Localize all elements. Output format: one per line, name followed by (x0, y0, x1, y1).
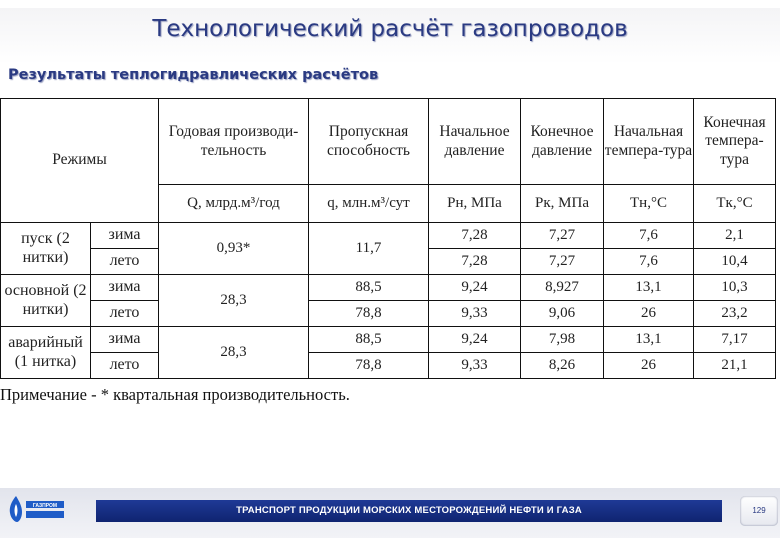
t-end-cell: 21,1 (694, 353, 776, 379)
mode-cell: пуск (2 нитки) (1, 223, 91, 275)
header-capacity: Пропускная способность (309, 99, 429, 185)
t-end-cell: 2,1 (694, 223, 776, 249)
p-end-cell: 7,27 (521, 223, 604, 249)
t-start-cell: 7,6 (604, 249, 694, 275)
t-start-cell: 7,6 (604, 223, 694, 249)
t-end-cell: 10,3 (694, 275, 776, 301)
capacity-cell: 78,8 (309, 301, 429, 327)
unit-t-end: Tк,°С (694, 185, 776, 223)
season-cell: зима (91, 327, 159, 353)
t-start-cell: 13,1 (604, 327, 694, 353)
p-start-cell: 7,28 (429, 249, 521, 275)
unit-t-start: Tн,°С (604, 185, 694, 223)
season-cell: зима (91, 275, 159, 301)
season-cell: лето (91, 301, 159, 327)
season-cell: зима (91, 223, 159, 249)
capacity-cell: 88,5 (309, 327, 429, 353)
mode-cell: аварийный (1 нитка) (1, 327, 91, 379)
annual-cell: 28,3 (159, 275, 309, 327)
slide-subtitle: Результаты теплогидравлических расчётов (8, 67, 379, 83)
t-end-cell: 7,17 (694, 327, 776, 353)
p-start-cell: 9,24 (429, 275, 521, 301)
annual-cell: 0,93* (159, 223, 309, 275)
header-p-end: Конечное давление (521, 99, 604, 185)
logo-text: ГАЗПРОМ (32, 503, 58, 509)
season-cell: лето (91, 353, 159, 379)
p-start-cell: 7,28 (429, 223, 521, 249)
capacity-cell: 78,8 (309, 353, 429, 379)
t-start-cell: 13,1 (604, 275, 694, 301)
p-end-cell: 7,98 (521, 327, 604, 353)
header-regimes: Режимы (1, 99, 159, 223)
header-t-start: Начальная темпера-тура (604, 99, 694, 185)
header-t-end: Конечная темпера-тура (694, 99, 776, 185)
slide-title: Технологический расчёт газопроводов (152, 16, 628, 42)
t-end-cell: 10,4 (694, 249, 776, 275)
p-end-cell: 7,27 (521, 249, 604, 275)
unit-annual: Q, млрд.м³/год (159, 185, 309, 223)
footer-title: ТРАНСПОРТ ПРОДУКЦИИ МОРСКИХ МЕСТОРОЖДЕНИЙ НЕФТИ И ГАЗА (96, 500, 722, 522)
p-end-cell: 8,927 (521, 275, 604, 301)
mode-cell: основной (2 нитки) (1, 275, 91, 327)
p-start-cell: 9,33 (429, 301, 521, 327)
t-start-cell: 26 (604, 301, 694, 327)
p-end-cell: 9,06 (521, 301, 604, 327)
unit-p-end: Pк, МПа (521, 185, 604, 223)
table-note: Примечание - * квартальная производительность. (0, 385, 350, 404)
season-cell: лето (91, 249, 159, 275)
unit-p-start: Pн, МПа (429, 185, 521, 223)
p-start-cell: 9,33 (429, 353, 521, 379)
capacity-cell: 11,7 (309, 223, 429, 275)
header-annual: Годовая производи-тельность (159, 99, 309, 185)
capacity-cell: 88,5 (309, 275, 429, 301)
unit-capacity: q, млн.м³/сут (309, 185, 429, 223)
header-p-start: Начальное давление (429, 99, 521, 185)
t-end-cell: 23,2 (694, 301, 776, 327)
p-end-cell: 8,26 (521, 353, 604, 379)
results-table (0, 98, 776, 379)
t-start-cell: 26 (604, 353, 694, 379)
annual-cell: 28,3 (159, 327, 309, 379)
gazprom-logo-icon (2, 492, 68, 528)
p-start-cell: 9,24 (429, 327, 521, 353)
page-number: 129 (740, 496, 778, 526)
